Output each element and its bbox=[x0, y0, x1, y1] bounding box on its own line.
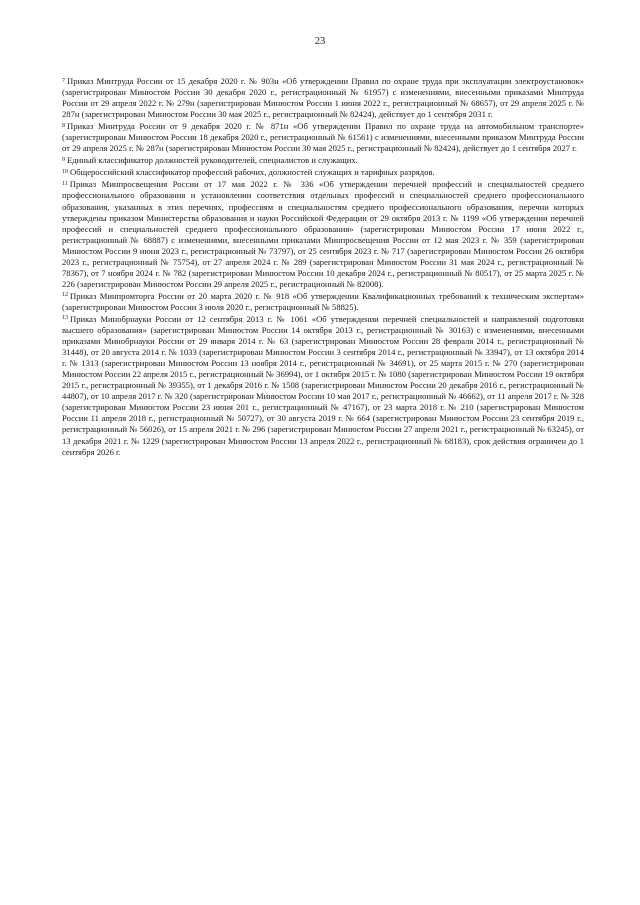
footnote-marker: 13 bbox=[62, 315, 68, 322]
footnote-marker: 10 bbox=[62, 168, 68, 175]
footnote-text: Приказ Минпросвещения России от 17 мая 2022 г. № 336 «Об утверждении перечней профессий и специальностей среднего профессионального образования и установлении соответствия отдельных профессий и специальностей среднего профессионального образования, указанных в этих перечнях, профессиям и специальностям среднего профессионального образования, перечни которых утверждены приказом Министерства образования и науки Российской Федерации от 29 октября 2013 г. № 1199 «Об утверждении перечней профессий и специальностей среднего профессионального образования» (зарегистрирован Минюстом России 17 июня 2022 г., регистрационный № 68887) с изменениями, внесенными приказами Минпросвещения России от 12 мая 2023 г. № 359 (зарегистрирован Минюстом России 9 июня 2023 г., регистрационный № 73797), от 25 сентября 2023 г. № 717 (зарегистрирован Минюстом России 26 октября 2023 г., регистрационный № 75754), от 27 апреля 2024 г. № 289 (зарегистрирован Минюстом России 31 мая 2024 г., регистрационный № 78367), от 7 ноября 2024 г. № 782 (зарегистрирован Минюстом России 10 декабря 2024 г., регистрационный № 80517), от 25 марта 2025 г. № 226 (зарегистрирован Минюстом России 29 апреля 2025 г., регистрационный № 82008). bbox=[62, 179, 584, 289]
footnote-11 bbox=[62, 179, 584, 289]
footnote-8 bbox=[62, 121, 584, 154]
footnote-text: Единый классификатор должностей руководителей, специалистов и служащих. bbox=[67, 155, 358, 166]
page-number: 23 bbox=[314, 36, 326, 47]
footnote-marker: 12 bbox=[62, 292, 68, 299]
footnote-text: Общероссийский классификатор профессий рабочих, должностей служащих и тарифных разрядов. bbox=[70, 167, 435, 178]
footnote-text: Приказ Минобрнауки России от 12 сентября 2013 г. № 1061 «Об утверждении перечней специальностей и направлений подготовки высшего образования» (зарегистрирован Минюстом России 14 октября 2013 г., регистрационный № 30163) с изменениями, внесенными приказами Минобрнауки России от 29 января 2014 г. № 63 (зарегистрирован Минюстом России 28 февраля 2014 г., регистрационный № 31448), от 20 августа 2014 г. № 1033 (зарегистрирован Минюстом России 3 сентября 2014 г., регистрационный № 33947), от 13 октября 2014 г. № 1313 (зарегистрирован Минюстом России 13 ноября 2014 г., регистрационный № 34691), от 25 марта 2015 г. № 270 (зарегистрирован Минюстом России 22 апреля 2015 г., регистрационный № 36994), от 1 октября 2015 г. № 1080 (зарегистрирован Минюстом России 19 октября 2015 г., регистрационный № 39355), от 1 декабря 2016 г. № 1508 (зарегистрирован Минюстом России 20 декабря 2016 г., регистрационный № 44807), от 10 апреля 2017 г. № 320 (зарегистрирован Минюстом России 10 мая 2017 г., регистрационный № 46662), от 11 апреля 2017 г. № 328 (зарегистрирован Минюстом России 23 июня 201 г., регистрационный № 47167), от 23 марта 2018 г. № 210 (зарегистрирован Минюстом России 11 апреля 2018 г., регистрационный № 50727), от 30 августа 2019 г. № 664 (зарегистрирован Минюстом России 23 сентября 2019 г., регистрационный № 56026), от 15 апреля 2021 г. № 296 (зарегистрирован Минюстом России 27 апреля 2021 г., регистрационный № 63245), от 13 декабря 2021 г. № 1229 (зарегистрирован Минюстом России 13 апреля 2022 г., регистрационный № 68183), срок действия ограничен до 1 сентября 2026 г. bbox=[62, 313, 584, 457]
footnote-text: Приказ Минтруда России от 15 декабря 2020 г. № 903н «Об утверждении Правил по охране труда при эксплуатации электроустановок» (зарегистрирован Минюстом России 30 декабря 2020 г., регистрационный № 61957) с изменениями, внесенными приказами Минтруда России от 29 апреля 2022 г. № 279н (зарегистрирован Минюстом России 1 июня 2022 г., регистрационный № 68657), от 29 апреля 2025 г. № 287н (зарегистрирован Минюстом России 30 мая 2025 г., регистрационный № 82424), действует до 1 сентября 2031 г. bbox=[62, 76, 584, 120]
footnote-10 bbox=[62, 167, 584, 178]
footnote-13 bbox=[62, 314, 584, 458]
footnote-marker: 11 bbox=[62, 180, 68, 187]
footnote-marker: 9 bbox=[62, 156, 65, 163]
footnote-7 bbox=[62, 76, 584, 120]
footnote-text: Приказ Минтруда России от 9 декабря 2020 г. № 871н «Об утверждении Правил по охране труда на автомобильном транспорте» (зарегистрирован Минюстом России 18 декабря 2020 г., регистрационный № 61561) с изменениями, внесенными приказом Минтруда России от 29 апреля 2025 г. № 287н (зарегистрирован Минюстом России 30 мая 2025 г., регистрационный № 82424), действует до 1 сентября 2027 г. bbox=[62, 121, 584, 154]
footnotes bbox=[62, 76, 584, 459]
footnote-marker: 7 bbox=[62, 77, 65, 84]
footnote-9 bbox=[62, 155, 584, 166]
footnote-text: Приказ Минпромторга России от 20 марта 2020 г. № 918 «Об утверждении Квалификационных требований к техническим экспертам» (зарегистрирован Минюстом России 3 июля 2020 г., регистрационный № 58825). bbox=[62, 290, 584, 312]
footnote-12 bbox=[62, 291, 584, 313]
footnote-marker: 8 bbox=[62, 122, 65, 129]
